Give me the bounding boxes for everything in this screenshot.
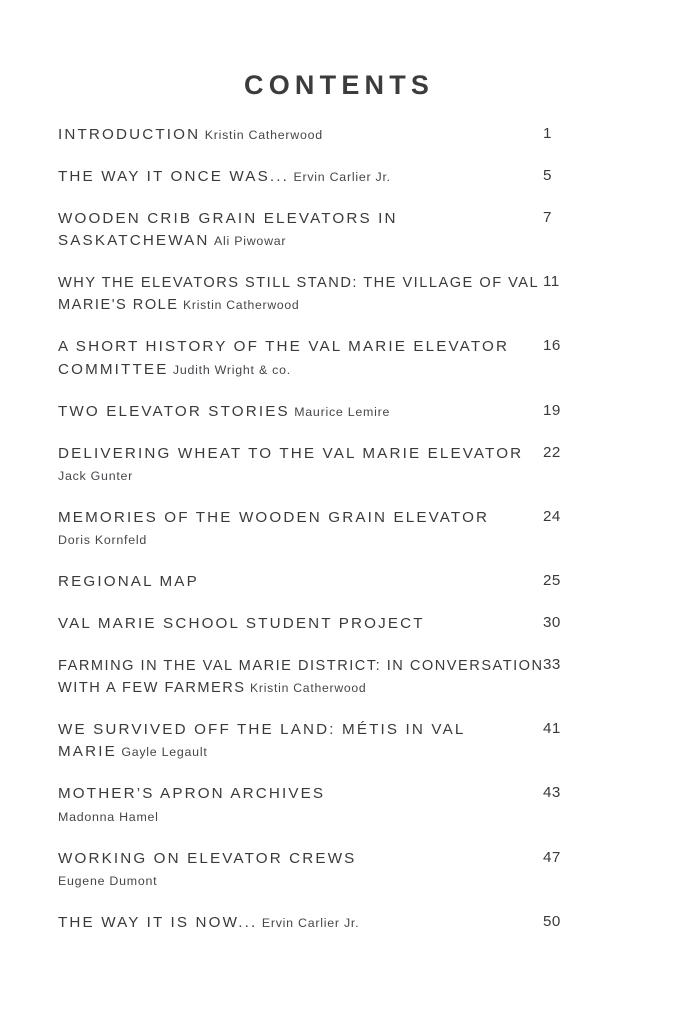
toc-entry-title: THE WAY IT ONCE WAS... (58, 168, 289, 186)
toc-entry-title: DELIVERING WHEAT TO THE VAL MARIE ELEVATOR (58, 444, 524, 462)
toc-entry-body (58, 336, 528, 380)
toc-entry-title: WE SURVIVED OFF THE LAND: MÉTIS IN VAL MARIE (58, 721, 465, 761)
toc-entry-page-number: 30 (543, 614, 561, 632)
toc-entry-page-number: 47 (543, 848, 561, 866)
toc-entry[interactable] (58, 571, 653, 593)
toc-entry-author: Jack Gunter (58, 468, 134, 483)
toc-entry-title: THE WAY IT IS NOW... (58, 913, 258, 931)
toc-entry-body (58, 613, 498, 635)
toc-entry[interactable] (58, 912, 653, 934)
toc-entry-body (58, 443, 528, 487)
toc-entry-page-number: 11 (543, 273, 560, 291)
toc-entry-author: Gayle Legault (121, 745, 208, 760)
toc-entry-page-number: 7 (543, 209, 552, 227)
toc-entry-body (58, 719, 498, 763)
toc-entry-body (58, 208, 528, 252)
toc-entry-title: WOODEN CRIB GRAIN ELEVATORS IN SASKATCHEWAN (58, 210, 398, 250)
toc-entry-title: FARMING IN THE VAL MARIE DISTRICT: IN CONVERSATION WITH A FEW FARMERS (58, 658, 544, 697)
toc-entry-author: Kristin Catherwood (183, 298, 300, 313)
toc-entry-page-number: 43 (543, 784, 561, 802)
toc-entry-page-number: 22 (543, 443, 561, 461)
toc-entry[interactable] (58, 443, 653, 487)
toc-entry-body (58, 848, 498, 892)
toc-entry[interactable] (58, 783, 653, 827)
toc-entry-author: Ali Piwowar (214, 234, 287, 249)
toc-entry-page-number: 16 (543, 337, 561, 355)
toc-entry-author: Ervin Carlier Jr. (261, 915, 360, 930)
toc-entry-author: Eugene Dumont (58, 873, 158, 888)
toc-entry[interactable] (58, 613, 653, 635)
toc-entry-page-number: 41 (543, 720, 561, 738)
toc-entry[interactable] (58, 401, 653, 423)
toc-entry-body (58, 401, 498, 423)
toc-entry-body (58, 571, 498, 593)
toc-entry-body (58, 124, 498, 146)
toc-entry-title: MEMORIES OF THE WOODEN GRAIN ELEVATOR (58, 508, 490, 526)
toc-entry[interactable] (58, 124, 653, 146)
toc-entry-author: Ervin Carlier Jr. (293, 170, 391, 185)
toc-entry-page-number: 19 (543, 401, 561, 419)
toc-entry[interactable] (58, 655, 653, 699)
toc-entry-body (58, 912, 498, 934)
toc-entry-author: Doris Kornfeld (58, 532, 148, 547)
toc-entry-title: WORKING ON ELEVATOR CREWS (58, 849, 357, 867)
toc-entry-page-number: 25 (543, 572, 561, 590)
toc-entry-title: A SHORT HISTORY OF THE VAL MARIE ELEVATOR COMMITTEE (58, 338, 510, 378)
toc-entry[interactable] (58, 848, 653, 892)
table-of-contents (58, 124, 653, 954)
toc-entry[interactable] (58, 208, 653, 252)
toc-entry-page-number: 1 (543, 125, 552, 142)
toc-entry[interactable] (58, 719, 653, 763)
toc-entry-title: MOTHER’S APRON ARCHIVES (58, 785, 326, 803)
toc-entry-title: TWO ELEVATOR STORIES (58, 402, 290, 420)
toc-entry-author: Madonna Hamel (58, 809, 159, 824)
toc-entry-body (58, 272, 550, 316)
toc-entry-author: Judith Wright & co. (172, 362, 291, 377)
toc-entry-title: VAL MARIE SCHOOL STUDENT PROJECT (58, 615, 425, 633)
toc-entry-author: Kristin Catherwood (250, 681, 367, 696)
toc-entry-page-number: 50 (543, 912, 561, 930)
toc-entry-page-number: 5 (543, 167, 552, 185)
toc-entry[interactable] (58, 272, 653, 316)
toc-entry-body (58, 507, 498, 551)
toc-entry-page-number: 33 (543, 656, 561, 674)
toc-entry-page-number: 24 (543, 507, 561, 525)
toc-entry[interactable] (58, 166, 653, 188)
page-title: CONTENTS (244, 70, 435, 100)
toc-entry-body (58, 783, 498, 827)
toc-entry-title: REGIONAL MAP (58, 573, 199, 591)
toc-entry-body (58, 166, 498, 188)
toc-entry-body (58, 655, 550, 699)
toc-entry-title: WHY THE ELEVATORS STILL STAND: THE VILLAGE OF VAL MARIE'S ROLE (58, 275, 539, 314)
toc-entry[interactable] (58, 336, 653, 380)
toc-entry-author: Kristin Catherwood (204, 128, 323, 142)
toc-entry[interactable] (58, 507, 653, 551)
toc-entry-title: INTRODUCTION (58, 126, 201, 143)
toc-entry-author: Maurice Lemire (294, 404, 391, 419)
